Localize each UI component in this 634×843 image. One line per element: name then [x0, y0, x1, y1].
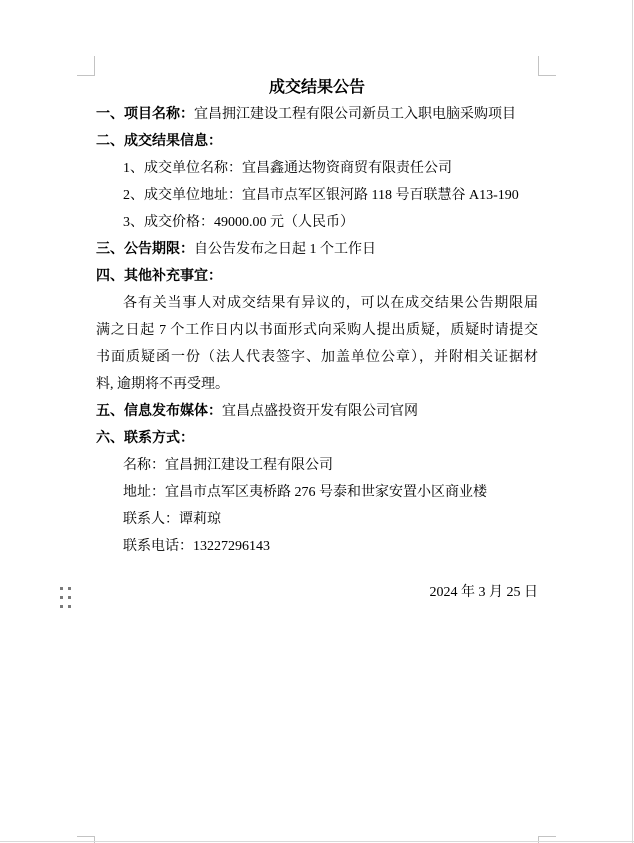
contact-address-line: 地址：宜昌市点军区夷桥路 276 号泰和世家安置小区商业楼 — [123, 485, 487, 500]
section-5-label: 五、信息发布媒体： — [96, 404, 222, 419]
drag-handle-dot — [68, 587, 71, 590]
winner-name-line: 1、成交单位名称：宜昌鑫通达物资商贸有限责任公司 — [123, 161, 452, 176]
objection-paragraph-line-2: 满之日起 7 个工作日内以书面形式向采购人提出质疑，质疑时请提交 — [96, 323, 538, 338]
section-2-label: 二、成交结果信息： — [96, 134, 222, 149]
section-3-value: 自公告发布之日起 1 个工作日 — [194, 242, 376, 257]
drag-handle-dot — [60, 596, 63, 599]
document-date: 2024 年 3 月 25 日 — [429, 585, 538, 600]
contact-phone-line: 联系电话：13227296143 — [123, 539, 270, 554]
drag-handle-dot — [60, 605, 63, 608]
section-4-label: 四、其他补充事宜： — [96, 269, 222, 284]
objection-paragraph-line-4: 料, 逾期将不再受理。 — [96, 377, 229, 392]
drag-handle-icon[interactable] — [59, 586, 72, 607]
section-1-value: 宜昌拥江建设工程有限公司新员工入职电脑采购项目 — [194, 107, 516, 122]
section-5-publish-media — [96, 398, 538, 425]
document-title: 成交结果公告 — [268, 79, 365, 96]
section-4-heading — [96, 263, 538, 290]
section-5-value: 宜昌点盛投资开发有限公司官网 — [222, 404, 418, 419]
section-3-announcement-period — [96, 236, 538, 263]
document-content — [96, 74, 538, 606]
page-edge-right — [632, 0, 633, 843]
section-3-label: 三、公告期限： — [96, 242, 194, 257]
winner-address-line: 2、成交单位地址：宜昌市点军区银河路 118 号百联慧谷 A13-190 — [123, 188, 519, 203]
section-1-label: 一、项目名称： — [96, 107, 194, 122]
section-1-project-name — [96, 101, 538, 128]
section-6-heading — [96, 425, 538, 452]
winner-price-line: 3、成交价格：49000.00 元（人民币） — [123, 215, 354, 230]
page-edge-bottom — [0, 841, 634, 842]
section-2-heading — [96, 128, 538, 155]
drag-handle-dot — [68, 605, 71, 608]
objection-paragraph-line-3: 书面质疑函一份（法人代表签字、加盖单位公章），并附相关证据材 — [96, 350, 538, 365]
section-6-label: 六、联系方式： — [96, 431, 194, 446]
contact-person-line: 联系人：谭莉琼 — [123, 512, 221, 527]
margin-mark-top-right — [538, 56, 556, 76]
contact-name-line: 名称：宜昌拥江建设工程有限公司 — [123, 458, 333, 473]
drag-handle-dot — [68, 596, 71, 599]
objection-paragraph-line-1: 各有关当事人对成交结果有异议的，可以在成交结果公告期限届 — [123, 296, 538, 311]
margin-mark-top-left — [77, 56, 95, 76]
drag-handle-dot — [60, 587, 63, 590]
